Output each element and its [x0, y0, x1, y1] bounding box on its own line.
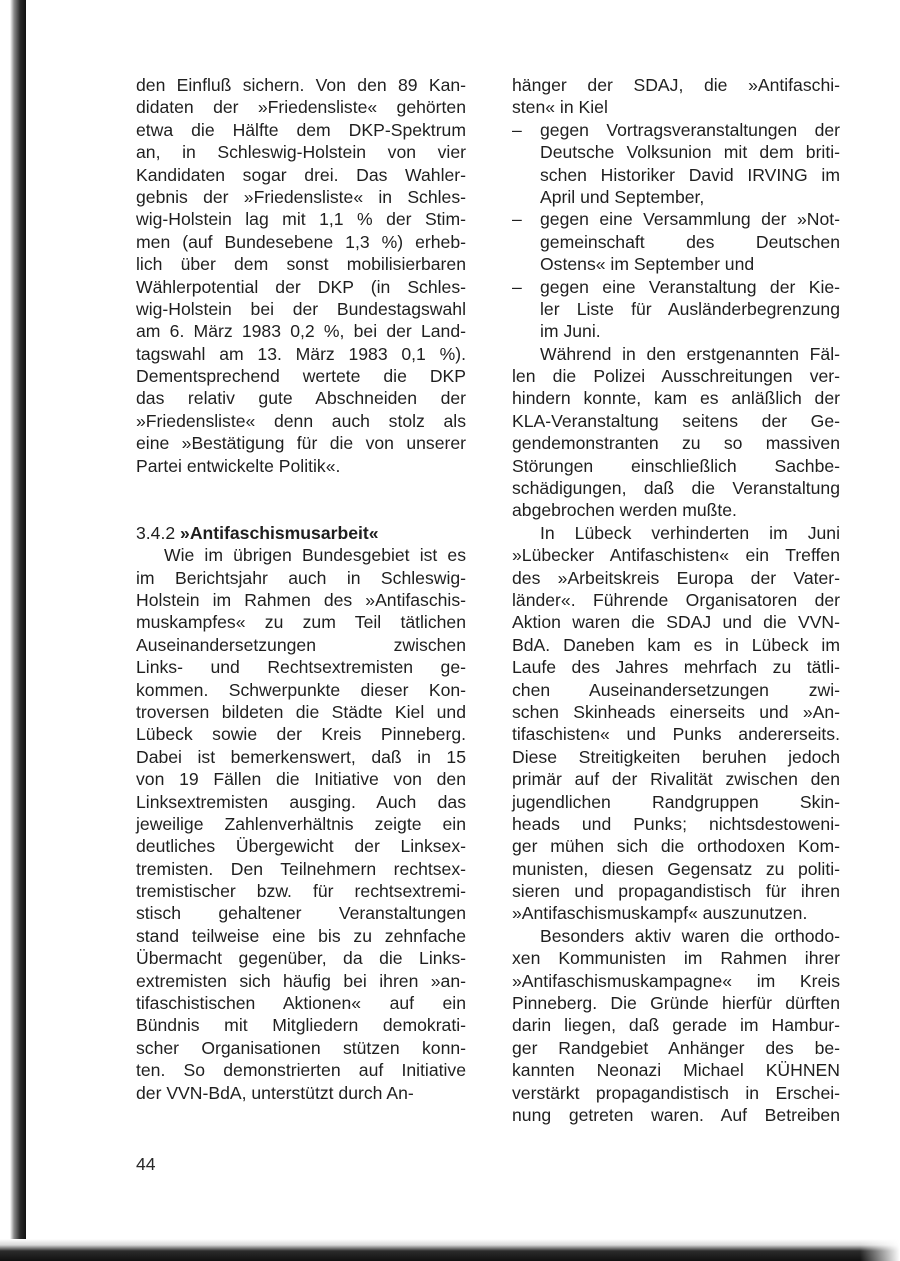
text-line: deutliches Übergewicht der Linksex-	[136, 836, 466, 857]
text-line: scher Organisationen stützen konn-	[136, 1037, 466, 1058]
left-text-column	[136, 74, 466, 1104]
bullet-line: im Juni.	[540, 321, 601, 342]
text-line: KLA-Veranstaltung seitens der Ge-	[512, 410, 840, 431]
text-line: Kandidaten sogar drei. Das Wahler-	[136, 164, 466, 185]
text-line: eine »Bestätigung für die von unserer	[136, 433, 466, 454]
bullet-text: gegen Vortragsveranstaltungen der	[540, 119, 840, 140]
text-line: am 6. März 1983 0,2 %, bei der Land-	[136, 321, 466, 342]
paragraph-kiel-intro	[512, 74, 840, 119]
right-text-column	[512, 74, 840, 1126]
text-line: »Antifaschismuskampagne« im Kreis	[512, 970, 840, 991]
text-line: der VVN-BdA, unterstützt durch An-	[136, 1082, 414, 1103]
dash-bullet-icon: –	[512, 119, 522, 140]
text-line: »Antifaschismuskampf« auszunutzen.	[512, 903, 808, 924]
bullet-line: Deutsche Volksunion mit dem briti-	[540, 142, 840, 163]
text-line: Dabei ist bemerkenswert, daß in 15	[136, 746, 466, 767]
text-line: Holstein im Rahmen des »Antifaschis-	[136, 590, 466, 610]
dash-bullet-icon: –	[512, 209, 522, 230]
text-line: den Einfluß sichern. Von den 89 Kan-	[136, 75, 466, 95]
text-line: tifaschisten« und Punks andererseits.	[512, 724, 840, 745]
text-line: muskampfes« zu zum Teil tätlichen	[136, 612, 466, 633]
section-heading-number: 3.4.2	[136, 522, 176, 543]
text-line: nung getreten waren. Auf Betreiben	[512, 1104, 840, 1125]
text-line: tagswahl am 13. März 1983 0,1 %).	[136, 343, 466, 364]
text-line: das relativ gute Abschneiden der	[136, 388, 466, 409]
text-line: jugendlichen Randgruppen Skin-	[512, 791, 840, 812]
text-line: munisten, diesen Gegensatz zu politi-	[512, 858, 840, 879]
section-heading-title: »Antifaschismusarbeit«	[180, 522, 379, 543]
text-line: men (auf Bundesebene 1,3 %) erheb-	[136, 231, 466, 252]
bullet-line: Ostens« im September und	[540, 254, 755, 275]
text-line: Während in den erstgenannten Fäl-	[540, 343, 840, 364]
text-line: tifaschistischen Aktionen« auf ein	[136, 993, 466, 1014]
bullet-line: schen Historiker David IRVING im	[540, 164, 840, 185]
text-line: sieren und propagandistisch für ihren	[512, 881, 840, 902]
text-line: verstärkt propagandistisch in Erschei-	[512, 1082, 840, 1103]
text-line: tremisten. Den Teilnehmern rechtsex-	[136, 858, 466, 879]
text-line: tremistischer bzw. für rechtsextremi-	[136, 881, 466, 902]
text-line: Lübeck sowie der Kreis Pinneberg.	[136, 724, 466, 745]
text-line: Diese Streitigkeiten beruhen jedoch	[512, 746, 840, 767]
text-line: troversen bildeten die Städte Kiel und	[136, 701, 466, 722]
text-line: hänger der SDAJ, die »Antifaschi-	[512, 75, 840, 95]
text-line: im Berichtsjahr auch in Schleswig-	[136, 567, 466, 588]
text-line: Störungen einschließlich Sachbe-	[512, 455, 840, 476]
text-line: Partei entwickelte Politik«.	[136, 455, 341, 476]
paragraph-luebeck	[512, 522, 840, 925]
paragraph-pinneberg	[512, 925, 840, 1127]
text-line: len die Polizei Ausschreitungen ver-	[512, 366, 840, 387]
text-line: jeweilige Zahlenverhältnis zeigte ein	[136, 813, 466, 834]
bullet-line	[512, 276, 840, 298]
text-line: an, in Schleswig-Holstein von vier	[136, 142, 466, 163]
text-line: Aktion waren die SDAJ und die VVN-	[512, 612, 840, 633]
text-line: »Friedensliste« denn auch stolz als	[136, 410, 466, 431]
text-line: didaten der »Friedensliste« gehörten	[136, 97, 466, 118]
bullet-line	[512, 119, 840, 141]
section-heading	[136, 522, 466, 544]
text-line: Links- und Rechtsextremisten ge-	[136, 657, 466, 678]
text-line: Bündnis mit Mitgliedern demokrati-	[136, 1015, 466, 1036]
text-line: xen Kommunisten im Rahmen ihrer	[512, 948, 840, 969]
text-line: hindern konnte, kam es anläßlich der	[512, 388, 840, 409]
text-line: wig-Holstein bei der Bundestagswahl	[136, 298, 466, 319]
text-line: wig-Holstein lag mit 1,1 % der Stim-	[136, 209, 466, 230]
text-line: gebnis der »Friedensliste« in Schles-	[136, 186, 466, 207]
text-line: chen Auseinandersetzungen zwi-	[512, 679, 840, 700]
text-line: darin liegen, daß gerade im Hambur-	[512, 1015, 840, 1036]
bullet-line: ler Liste für Ausländerbegrenzung	[540, 298, 840, 319]
text-line: schen Skinheads einerseits und »An-	[512, 701, 840, 722]
text-line: stand teilweise eine bis zu zehnfache	[136, 925, 466, 946]
bullet-text: gegen eine Veranstaltung der Kie-	[540, 276, 840, 297]
bullet-item	[512, 208, 840, 275]
paragraph-kla-veranstaltung	[512, 343, 840, 522]
text-line: heads und Punks; nichtsdestoweni-	[512, 813, 840, 834]
text-line: länder«. Führende Organisatoren der	[512, 589, 840, 610]
text-line: Übermacht gegenüber, da die Links-	[136, 948, 466, 969]
bullet-line: gemeinschaft des Deutschen	[540, 231, 840, 252]
text-line: BdA. Daneben kam es in Lübeck im	[512, 634, 840, 655]
dash-bullet-icon: –	[512, 276, 522, 297]
text-line: schädigungen, daß die Veranstaltung	[512, 478, 840, 499]
text-line: ten. So demonstrierten auf Initiative	[136, 1060, 466, 1081]
page-bottom-edge-shadow	[0, 1239, 900, 1261]
book-spine-shadow	[0, 0, 26, 1261]
text-line: abgebrochen werden mußte.	[512, 500, 737, 521]
text-line: von 19 Fällen die Initiative von den	[136, 769, 466, 790]
text-line: ger mühen sich die orthodoxen Kom-	[512, 836, 840, 857]
text-line: Besonders aktiv waren die orthodo-	[540, 925, 840, 946]
text-line: primär auf der Rivalität zwischen den	[512, 769, 840, 790]
page-number: 44	[136, 1154, 156, 1174]
text-line: sten« in Kiel	[512, 97, 608, 118]
text-line: In Lübeck verhinderten im Juni	[540, 522, 840, 543]
section-gap	[136, 477, 466, 522]
bullet-text: gegen eine Versammlung der »Not-	[540, 209, 840, 230]
text-line: Dementsprechend wertete die DKP	[136, 366, 466, 387]
text-line: etwa die Hälfte dem DKP-Spektrum	[136, 119, 466, 140]
text-line: kommen. Schwerpunkte dieser Kon-	[136, 679, 466, 700]
text-line: extremisten sich häufig bei ihren »an-	[136, 970, 466, 991]
bullet-list	[512, 119, 840, 343]
text-line: Wählerpotential der DKP (in Schles-	[136, 276, 466, 297]
text-line: lich über dem sonst mobilisierbaren	[136, 254, 466, 275]
text-line: Wie im übrigen Bundesgebiet ist es	[164, 545, 466, 566]
paragraph-antifaschismus	[136, 544, 466, 1104]
text-line: Auseinandersetzungen zwischen	[136, 634, 466, 655]
text-line: gendemonstranten zu so massiven	[512, 433, 840, 454]
text-line: Linksextremisten ausging. Auch das	[136, 791, 466, 812]
text-line: Laufe des Jahres mehrfach zu tätli-	[512, 657, 840, 678]
text-line: stisch gehaltener Veranstaltungen	[136, 903, 466, 924]
bullet-line: April und September,	[540, 186, 705, 207]
text-line: des »Arbeitskreis Europa der Vater-	[512, 567, 840, 588]
text-line: kannten Neonazi Michael KÜHNEN	[512, 1060, 840, 1081]
text-line: »Lübecker Antifaschisten« ein Treffen	[512, 545, 840, 566]
text-line: ger Randgebiet Anhänger des be-	[512, 1037, 840, 1058]
bullet-item	[512, 276, 840, 343]
text-line: Pinneberg. Die Gründe hierfür dürften	[512, 993, 840, 1014]
bullet-item	[512, 119, 840, 209]
paragraph-friedensliste	[136, 74, 466, 477]
bullet-line	[512, 208, 840, 230]
